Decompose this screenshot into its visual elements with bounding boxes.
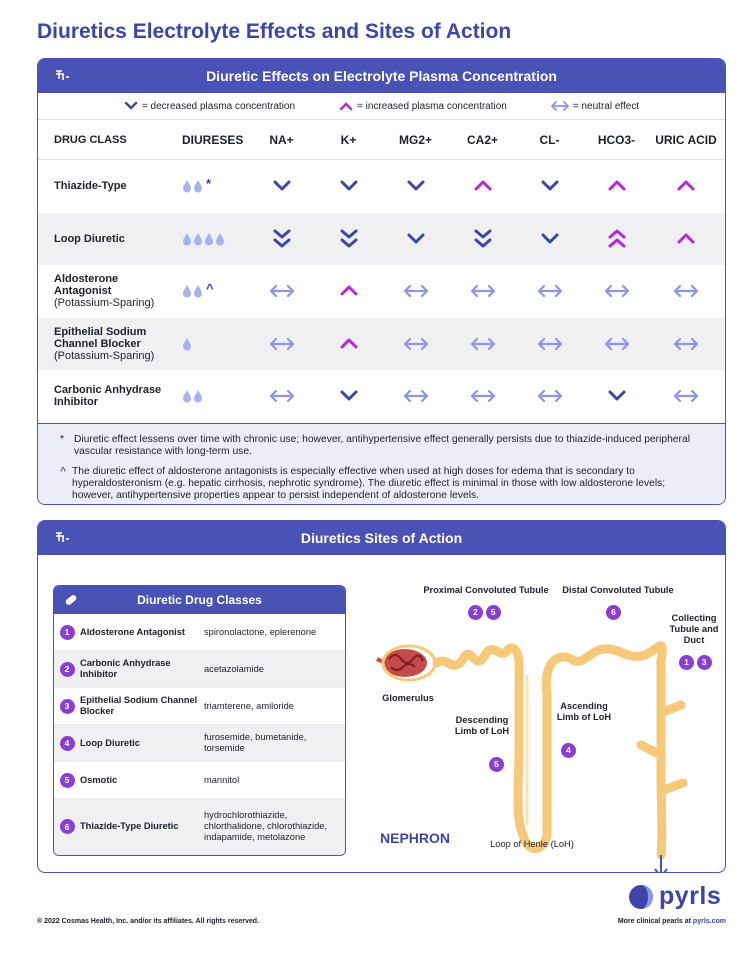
drug-class-examples: mannitol	[204, 774, 240, 785]
double-arrow-icon	[537, 331, 563, 357]
effect-cell	[516, 278, 583, 304]
double-chevron-up-icon	[604, 226, 630, 252]
drug-class-badge: 6	[60, 819, 75, 834]
effects-table-body	[38, 160, 725, 423]
diureses-mark: *	[206, 176, 212, 192]
effects-legend	[38, 93, 725, 120]
effect-cell	[516, 383, 583, 409]
effect-cell	[650, 173, 722, 199]
drop-icon	[193, 232, 203, 246]
effect-row	[38, 160, 725, 213]
label-collecting: Collecting Tubule and Duct	[669, 613, 719, 645]
proximal-tubule	[437, 648, 523, 835]
effect-cell	[382, 278, 449, 304]
drug-classes-header	[54, 586, 345, 614]
effect-cell	[583, 383, 650, 409]
drug-class-row	[54, 651, 345, 688]
chevron-up-icon	[470, 173, 496, 199]
drug-class-row	[54, 614, 345, 651]
drug-class-sub: (Potassium-Sparing)	[54, 349, 155, 362]
double-arrow-icon	[673, 278, 699, 304]
label-descending: Descending Limb of LoH	[454, 715, 510, 736]
drug-class-examples: triamterene, amiloride	[204, 700, 294, 711]
drug-class-num-cell	[54, 736, 80, 751]
label-proximal: Proximal Convoluted Tubule	[423, 585, 549, 595]
col-drug-class: DRUG CLASS	[54, 133, 127, 146]
double-arrow-icon	[470, 278, 496, 304]
more-pearls	[618, 918, 726, 925]
effect-cell	[516, 226, 583, 252]
chevron-up-icon	[673, 173, 699, 199]
effects-table-header	[38, 120, 725, 160]
double-chevron-down-icon	[269, 226, 295, 252]
effect-cell	[583, 173, 650, 199]
drug-class-label: Carbonic Anhydrase Inhibitor	[80, 658, 171, 679]
drug-class-examples: acetazolamide	[204, 663, 264, 674]
double-arrow-icon	[403, 331, 429, 357]
double-arrow-icon	[551, 101, 569, 111]
drug-class-cell	[38, 384, 166, 408]
legend-decreased	[124, 101, 295, 112]
chevron-up-icon	[336, 331, 362, 357]
sites-panel	[37, 520, 726, 873]
chevron-down-icon	[403, 226, 429, 252]
effect-cell	[449, 331, 516, 357]
badges-collecting	[679, 655, 712, 670]
nephron-diagram	[367, 555, 726, 873]
drug-class-name: Aldosterone Antagonist	[54, 273, 119, 298]
logo-text: pyrls	[659, 882, 722, 910]
nephron-title: NEPHRON	[380, 830, 451, 846]
note-caret-text: The diuretic effect of aldosterone antagonists is especially effective when used at high doses for edema that is secondary to hyperaldosteronism (e.g. hepatic cirrhosis, nephrotic syndrome). The diuretic effect is minimal in those with low aldosterone levels; however, antihypertensive properties appear to persist independent of aldosterone levels.	[72, 465, 666, 501]
effect-cell	[650, 383, 722, 409]
sites-header	[38, 521, 725, 555]
legend-decreased-label: = decreased plasma concentration	[141, 100, 296, 112]
chevron-down-icon	[336, 383, 362, 409]
col-ca: CA2+	[466, 132, 498, 147]
effect-cell	[449, 278, 516, 304]
drug-class-name: Thiazide-Type	[54, 180, 127, 193]
more-pearls-link[interactable]: pyrls.com	[692, 918, 726, 925]
diureses-cell	[166, 337, 248, 351]
effects-header	[38, 59, 725, 93]
diureses-drops	[182, 176, 248, 193]
effect-cell	[382, 226, 449, 252]
diureses-cell	[166, 281, 248, 298]
col-hco3: HCO3-	[597, 132, 636, 147]
drug-class-label: Loop Diuretic	[80, 737, 140, 748]
badge-distal-1: 6	[606, 605, 621, 620]
drug-class-num-cell	[54, 699, 80, 714]
badge-proximal-1: 2	[468, 605, 483, 620]
legend-neutral-label: = neutral effect	[572, 100, 640, 112]
drug-classes-title: Diuretic Drug Classes	[137, 593, 262, 607]
effect-cell	[516, 331, 583, 357]
chevron-down-icon	[403, 173, 429, 199]
effect-cell	[583, 226, 650, 252]
badge-collecting-2: 3	[697, 655, 712, 670]
effect-cell	[650, 278, 722, 304]
note-caret-symbol: ^	[60, 465, 67, 477]
effect-cell	[449, 173, 516, 199]
double-arrow-icon	[470, 331, 496, 357]
legend-neutral	[551, 101, 639, 112]
drug-class-badge: 3	[60, 699, 75, 714]
drop-icon	[182, 179, 192, 193]
chevron-up-icon	[673, 226, 699, 252]
drop-icon	[182, 284, 192, 298]
col-na: NA+	[269, 132, 294, 147]
double-arrow-icon	[604, 278, 630, 304]
effect-cell	[449, 383, 516, 409]
drug-class-badge: 4	[60, 736, 75, 751]
ascending-distal	[546, 646, 662, 695]
chevron-up-icon	[336, 278, 362, 304]
drug-class-examples: spironolactone, eplerenone	[204, 626, 317, 637]
double-chevron-down-icon	[470, 226, 496, 252]
effect-row	[38, 370, 725, 423]
double-arrow-icon	[269, 383, 295, 409]
copyright: ® 2022 Cosmas Health, Inc. and/or its affiliates. All rights reserved.	[37, 918, 259, 925]
chevron-down-icon	[537, 226, 563, 252]
drug-class-badge: 5	[60, 773, 75, 788]
drug-class-sub: (Potassium-Sparing)	[54, 297, 155, 310]
effects-panel	[37, 58, 726, 505]
legend-increased-label: = increased plasma concentration	[357, 100, 507, 112]
drug-class-examples: hydrochlorothiazide, chlorthalidone, chlorothiazide, indapamide, metolazone	[204, 810, 328, 842]
chevron-up-icon	[604, 173, 630, 199]
diureses-cell	[166, 232, 248, 246]
effect-cell	[248, 226, 315, 252]
drop-icon	[193, 389, 203, 403]
drug-class-num-cell	[54, 662, 80, 677]
badge-collecting-1: 1	[679, 655, 694, 670]
diureses-drops	[182, 281, 248, 298]
sites-body	[38, 555, 725, 873]
double-arrow-icon	[470, 383, 496, 409]
page-title: Diuretics Electrolyte Effects and Sites of Action	[37, 20, 512, 43]
effect-cell	[248, 173, 315, 199]
label-ascending: Ascending Limb of LoH	[556, 701, 612, 722]
col-mg: MG2+	[398, 132, 432, 147]
logo-mark-icon	[628, 884, 654, 910]
badges-ascending	[561, 743, 576, 758]
diureses-drops	[182, 337, 248, 351]
sites-header-title: Diuretics Sites of Action	[300, 530, 463, 546]
effects-notes	[38, 423, 725, 506]
drug-class-row	[54, 688, 345, 725]
stethoscope-icon	[54, 530, 70, 546]
drop-icon	[193, 284, 203, 298]
drug-class-row	[54, 762, 345, 799]
double-arrow-icon	[269, 331, 295, 357]
double-arrow-icon	[537, 383, 563, 409]
drop-icon	[204, 232, 214, 246]
drug-class-cell	[38, 233, 166, 245]
double-chevron-down-icon	[336, 226, 362, 252]
drug-class-cell	[38, 326, 166, 362]
effect-cell	[315, 226, 382, 252]
drug-class-name: Carbonic Anhydrase Inhibitor	[54, 384, 162, 409]
tubule	[437, 646, 683, 855]
effect-row	[38, 213, 725, 266]
drug-class-num-cell	[54, 625, 80, 640]
drug-class-row	[54, 725, 345, 762]
col-cl: CL-	[539, 132, 560, 147]
drop-icon	[193, 179, 203, 193]
effect-row	[38, 318, 725, 371]
chevron-up-icon	[339, 101, 353, 111]
more-pearls-prefix: More clinical pearls at	[617, 918, 693, 925]
diureses-drops	[182, 389, 248, 403]
effect-cell	[248, 331, 315, 357]
effect-cell	[315, 383, 382, 409]
diureses-drops	[182, 232, 248, 246]
drop-icon	[182, 232, 192, 246]
drug-class-examples: furosemide, bumetanide, torsemide	[204, 732, 307, 753]
badges-descending	[489, 757, 504, 772]
drug-class-name: Loop Diuretic	[54, 232, 125, 245]
chevron-down-icon	[336, 173, 362, 199]
effect-cell	[449, 226, 516, 252]
drug-classes-list	[54, 614, 345, 855]
drug-class-num-cell	[54, 773, 80, 788]
double-arrow-icon	[269, 278, 295, 304]
double-arrow-icon	[673, 331, 699, 357]
note-asterisk	[60, 434, 707, 458]
diureses-cell	[166, 389, 248, 403]
note-caret	[60, 466, 707, 502]
effect-cell	[516, 173, 583, 199]
effect-cell	[315, 278, 382, 304]
badge-ascending-1: 4	[561, 743, 576, 758]
badge-descending-1: 5	[489, 757, 504, 772]
drug-class-label: Osmotic	[80, 774, 118, 785]
chevron-down-icon	[124, 101, 138, 111]
chevron-down-icon	[269, 173, 295, 199]
badge-proximal-2: 5	[486, 605, 501, 620]
double-arrow-icon	[403, 278, 429, 304]
effect-cell	[315, 173, 382, 199]
col-diureses: DIURESES	[182, 132, 244, 147]
drug-class-cell	[38, 180, 166, 192]
effect-cell	[382, 383, 449, 409]
label-glomerulus: Glomerulus	[382, 693, 434, 703]
drug-class-cell	[38, 273, 166, 309]
double-arrow-icon	[673, 383, 699, 409]
label-distal: Distal Convoluted Tubule	[562, 585, 674, 595]
badges-distal	[606, 605, 621, 620]
diureses-mark: ^	[206, 281, 214, 297]
drop-icon	[215, 232, 225, 246]
drug-class-num-cell	[54, 819, 80, 834]
drug-class-badge: 2	[60, 662, 75, 677]
pill-icon	[64, 593, 78, 607]
glomerulus-icon	[377, 646, 435, 680]
double-arrow-icon	[537, 278, 563, 304]
stethoscope-icon	[54, 68, 70, 84]
note-asterisk-text: Diuretic effect lessens over time with chronic use; however, antihypertensive effect generally persists due to thiazide-induced peripheral vascular resistance with long-term use.	[73, 433, 690, 457]
diureses-cell	[166, 176, 248, 193]
drug-class-row	[54, 799, 345, 855]
label-loop: Loop of Henle (LoH)	[490, 839, 574, 849]
badges-proximal	[468, 605, 501, 620]
chevron-down-icon	[537, 173, 563, 199]
effect-cell	[248, 383, 315, 409]
effect-cell	[583, 331, 650, 357]
double-arrow-icon	[403, 383, 429, 409]
note-asterisk-symbol: *	[60, 433, 65, 445]
col-k: K+	[340, 132, 357, 147]
chevron-down-icon	[604, 383, 630, 409]
drop-icon	[182, 389, 192, 403]
effect-row	[38, 265, 725, 318]
effect-cell	[315, 331, 382, 357]
drug-class-label: Thiazide-Type Diuretic	[80, 821, 179, 831]
drug-classes-box	[53, 585, 346, 856]
effect-cell	[248, 278, 315, 304]
col-uric-acid: URIC ACID	[655, 132, 717, 147]
effect-cell	[650, 331, 722, 357]
effect-cell	[382, 173, 449, 199]
effect-cell	[650, 226, 722, 252]
drug-class-label: Aldosterone Antagonist	[80, 626, 186, 637]
outflow-arrow-icon	[655, 855, 667, 873]
double-arrow-icon	[604, 331, 630, 357]
drug-class-badge: 1	[60, 625, 75, 640]
drug-class-name: Epithelial Sodium Channel Blocker	[54, 325, 147, 350]
effect-cell	[382, 331, 449, 357]
legend-increased	[339, 101, 507, 112]
drop-icon	[182, 337, 192, 351]
effect-cell	[583, 278, 650, 304]
effects-header-title: Diuretic Effects on Electrolyte Plasma Concentration	[206, 68, 557, 84]
pyrls-logo[interactable]	[628, 882, 721, 911]
drug-class-label: Epithelial Sodium Channel Blocker	[80, 695, 198, 716]
